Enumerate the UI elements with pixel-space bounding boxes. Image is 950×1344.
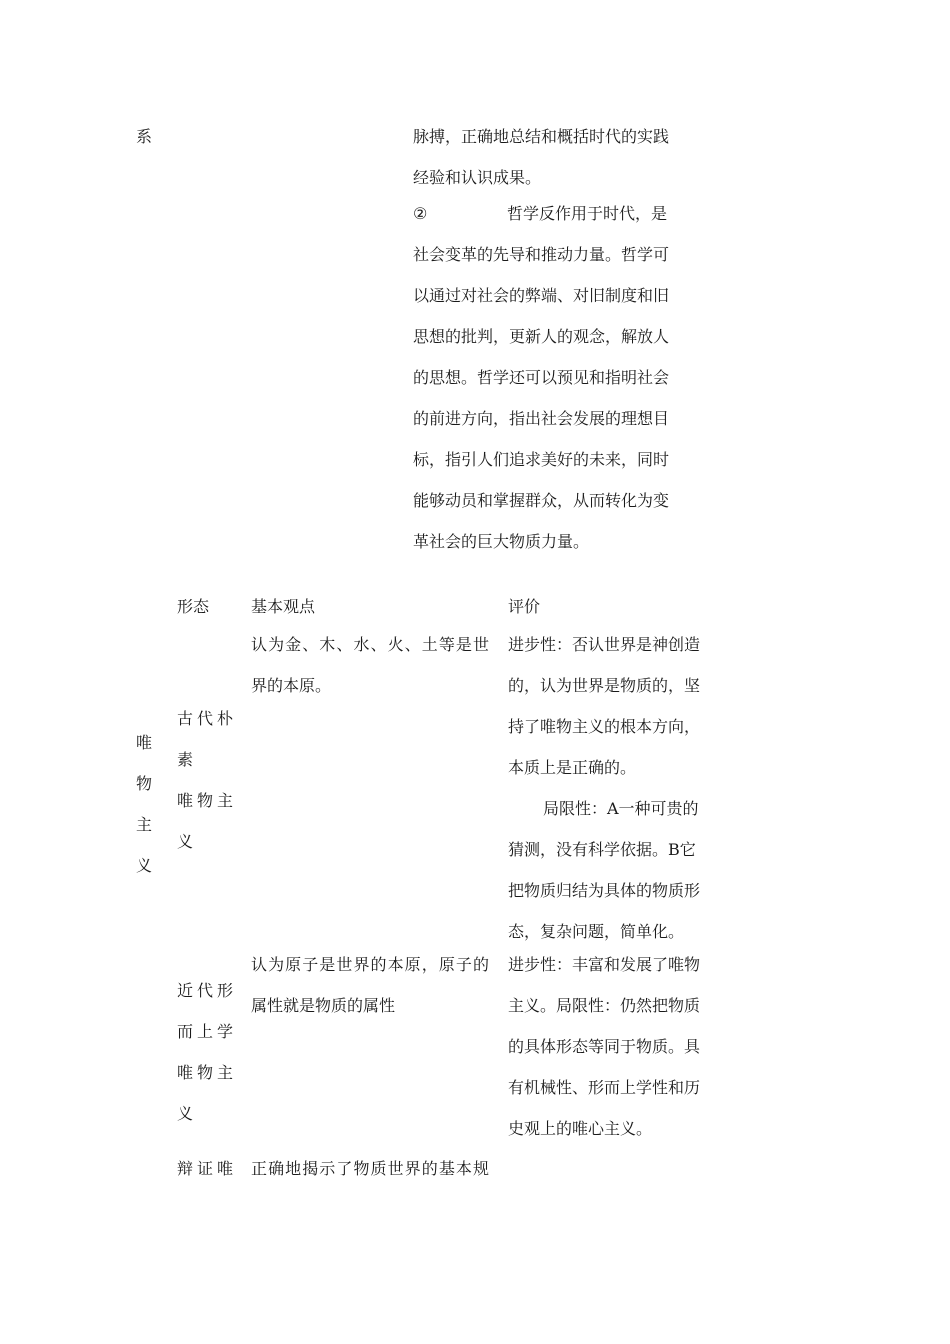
row3-form-line: 辩证唯 <box>177 1159 233 1178</box>
paragraph-2-line: 以通过对社会的弊端、对旧制度和旧 <box>413 286 670 305</box>
row2-view <box>251 944 489 1026</box>
row2-eval-line: 的具体形态等同于物质。具 <box>508 1037 701 1056</box>
group-label-char: 主 <box>135 815 152 834</box>
row1-form-line: 义 <box>177 832 194 851</box>
paragraph-2-line: 标，指引人们追求美好的未来，同时 <box>413 450 670 469</box>
row1-view <box>251 624 489 706</box>
paragraph-2-first-line: 哲学反作用于时代，是 <box>507 204 668 223</box>
row1-view-line: 界的本原。 <box>251 676 332 695</box>
row2-view-line: 认为原子是世界的本原，原子的 <box>251 955 489 974</box>
group-label-char: 唯 <box>135 733 152 752</box>
row1-eval-line: 持了唯物主义的根本方向， <box>508 717 701 736</box>
circle-number: ② <box>413 204 428 223</box>
header-eval: 评价 <box>508 597 541 616</box>
row1-eval-line: 态，复杂问题，简单化。 <box>508 922 685 941</box>
header-view: 基本观点 <box>251 597 316 616</box>
paragraph-2-body <box>413 234 681 562</box>
group-label-char: 义 <box>135 856 152 875</box>
row3-view-line: 正确地揭示了物质世界的基本规 <box>251 1159 489 1178</box>
header-form: 形态 <box>177 597 210 616</box>
left-label-xi: 系 <box>136 127 153 146</box>
row1-eval-line: 猜测，没有科学依据。B它 <box>508 840 696 859</box>
paragraph-2-line: 能够动员和掌握群众，从而转化为变 <box>413 491 670 510</box>
row1-eval-line: 本质上是正确的。 <box>508 758 637 777</box>
row1-form-line: 唯物主 <box>177 791 233 810</box>
row3-form <box>177 1148 233 1189</box>
row1-eval-line: 把物质归结为具体的物质形 <box>508 881 701 900</box>
paragraph-2-line: 的前进方向，指出社会发展的理想目 <box>413 409 670 428</box>
group-label-materialism <box>134 722 154 886</box>
row2-eval-line: 有机械性、形而上学性和历 <box>508 1078 701 1097</box>
top-line-2: 经验和认识成果。 <box>413 168 542 187</box>
paragraph-2-line: 的思想。哲学还可以预见和指明社会 <box>413 368 670 387</box>
row3-view <box>251 1148 489 1189</box>
row2-eval <box>508 944 712 1149</box>
top-line-1: 脉搏，正确地总结和概括时代的实践 <box>413 127 670 146</box>
paragraph-2-line: 革社会的巨大物质力量。 <box>413 532 590 551</box>
row2-view-line: 属性就是物质的属性 <box>251 996 396 1015</box>
row2-form-line: 义 <box>177 1104 194 1123</box>
paragraph-2-line: 社会变革的先导和推动力量。哲学可 <box>413 245 670 264</box>
row2-eval-line: 主义。局限性：仍然把物质 <box>508 996 701 1015</box>
row1-form-line: 素 <box>177 750 194 769</box>
row1-eval-line: 的，认为世界是物质的，坚 <box>508 676 701 695</box>
row1-view-line: 认为金、木、水、火、土等是世 <box>251 635 489 654</box>
row2-form-line: 而上学 <box>177 1022 233 1041</box>
row1-form <box>177 698 233 862</box>
row1-eval-line: 局限性：A一种可贵的 <box>543 799 699 818</box>
group-label-char: 物 <box>135 774 152 793</box>
row1-form-line: 古代朴 <box>177 709 233 728</box>
row1-eval-line: 进步性：否认世界是神创造 <box>508 635 701 654</box>
paragraph-2-line: 思想的批判，更新人的观念，解放人 <box>413 327 670 346</box>
row1-eval <box>508 624 712 952</box>
row2-form-line: 近代形 <box>177 981 233 1000</box>
row2-eval-line: 进步性：丰富和发展了唯物 <box>508 955 701 974</box>
row2-eval-line: 史观上的唯心主义。 <box>508 1119 653 1138</box>
row2-form-line: 唯物主 <box>177 1063 233 1082</box>
row2-form <box>177 970 233 1134</box>
